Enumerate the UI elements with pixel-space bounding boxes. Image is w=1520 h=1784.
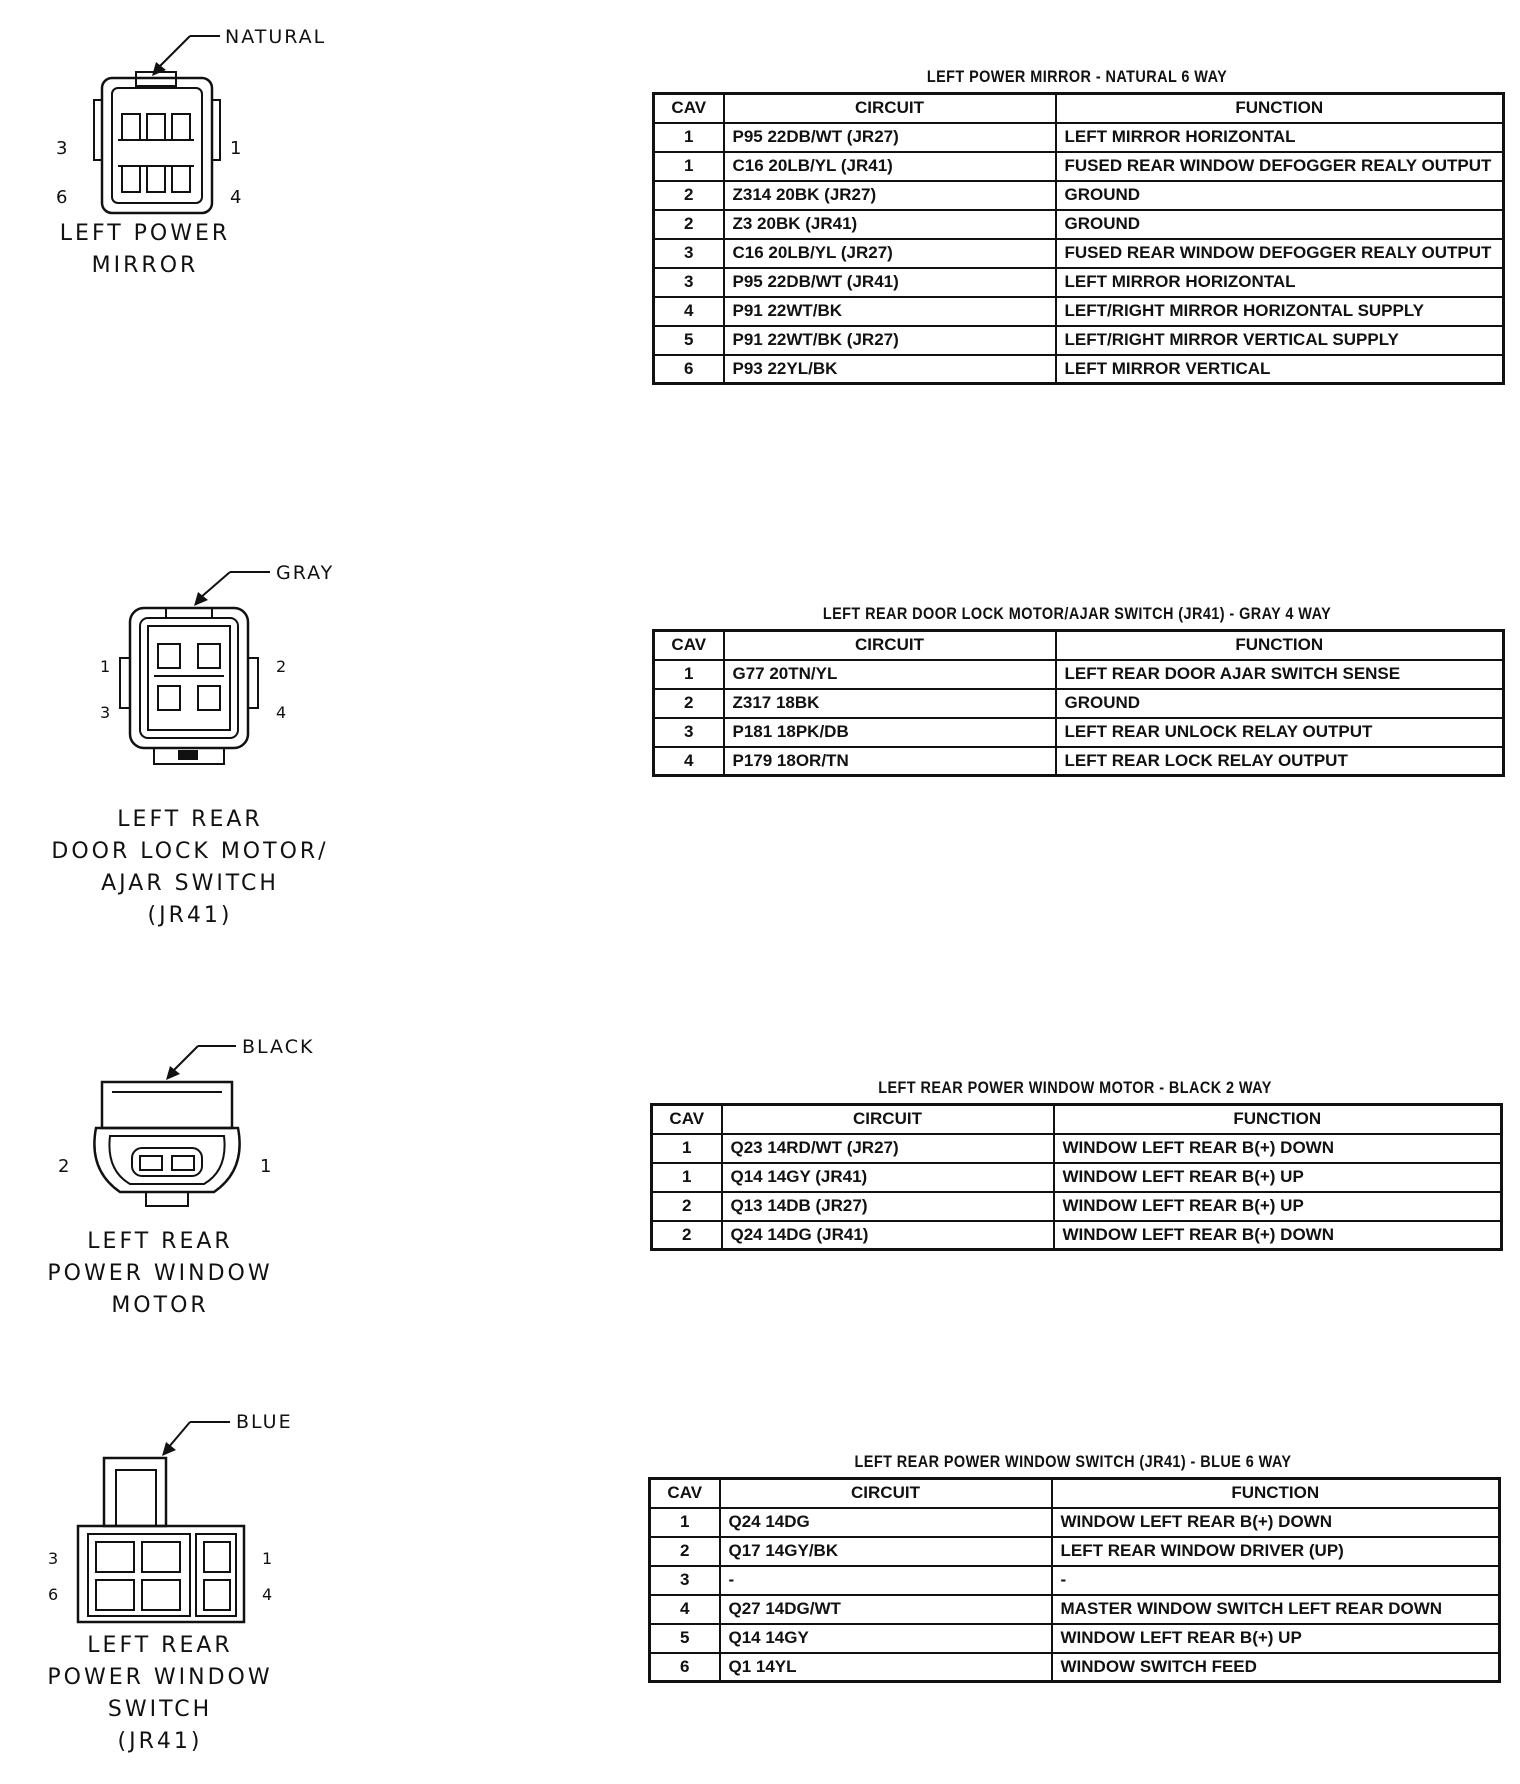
table-header-row (652, 1105, 1502, 1134)
pin-label: 6 (56, 187, 68, 208)
cell-cav: 1 (650, 1508, 720, 1537)
header-function: FUNCTION (1054, 1105, 1502, 1134)
window-switch-connector-drawing (40, 1400, 320, 1640)
connector-diagram-left-power-mirror (40, 20, 340, 220)
table-body (652, 1134, 1502, 1250)
cell-circuit: C16 20LB/YL (JR27) (724, 239, 1056, 268)
cell-function: GROUND (1056, 689, 1504, 718)
table-row (654, 660, 1504, 689)
cell-circuit: P93 22YL/BK (724, 355, 1056, 384)
cell-cav: 1 (654, 152, 724, 181)
table-row (654, 181, 1504, 210)
pin-label: 1 (260, 1156, 272, 1177)
cell-function: LEFT/RIGHT MIRROR HORIZONTAL SUPPLY (1056, 297, 1504, 326)
pin-label: 2 (58, 1156, 70, 1177)
cell-circuit: Q14 14GY (720, 1624, 1052, 1653)
table-row (654, 210, 1504, 239)
table-header-row (654, 631, 1504, 660)
cell-function: FUSED REAR WINDOW DEFOGGER REALY OUTPUT (1056, 239, 1504, 268)
table-row (654, 326, 1504, 355)
cell-function: FUSED REAR WINDOW DEFOGGER REALY OUTPUT (1056, 152, 1504, 181)
cell-circuit: C16 20LB/YL (JR41) (724, 152, 1056, 181)
cell-cav: 1 (652, 1163, 722, 1192)
pinout-table (648, 1477, 1501, 1683)
table-header-row (654, 94, 1504, 123)
cell-circuit: Q13 14DB (JR27) (722, 1192, 1054, 1221)
pin-label: 2 (276, 657, 287, 676)
cell-circuit: P95 22DB/WT (JR27) (724, 123, 1056, 152)
cell-circuit: Z317 18BK (724, 689, 1056, 718)
cell-cav: 1 (654, 123, 724, 152)
cell-function: - (1052, 1566, 1500, 1595)
header-circuit: CIRCUIT (724, 94, 1056, 123)
cell-function: WINDOW LEFT REAR B(+) DOWN (1054, 1134, 1502, 1163)
cell-circuit: Q24 14DG (720, 1508, 1052, 1537)
table-row (654, 718, 1504, 747)
pin-label: 6 (48, 1585, 59, 1604)
cell-function: LEFT REAR UNLOCK RELAY OUTPUT (1056, 718, 1504, 747)
pinout-table (650, 1103, 1503, 1251)
table-title: LEFT REAR DOOR LOCK MOTOR/AJAR SWITCH (JR41) - GRAY 4 WAY (822, 604, 1332, 623)
table-row (652, 1192, 1502, 1221)
table-title: LEFT POWER MIRROR - NATURAL 6 WAY (926, 67, 1228, 86)
cell-cav: 2 (654, 689, 724, 718)
table-title: LEFT REAR POWER WINDOW MOTOR - BLACK 2 WAY (878, 1078, 1272, 1097)
pinout-table-left-power-mirror (652, 67, 1502, 385)
cell-circuit: Q24 14DG (JR41) (722, 1221, 1054, 1250)
header-circuit: CIRCUIT (722, 1105, 1054, 1134)
table-body (650, 1508, 1500, 1682)
pin-label: 4 (230, 187, 242, 208)
cell-circuit: Z3 20BK (JR41) (724, 210, 1056, 239)
cell-function: WINDOW LEFT REAR B(+) DOWN (1052, 1508, 1500, 1537)
cell-cav: 5 (654, 326, 724, 355)
connector-diagram-door-lock (80, 560, 335, 800)
table-row (652, 1163, 1502, 1192)
cell-function: WINDOW LEFT REAR B(+) UP (1054, 1163, 1502, 1192)
cell-function: LEFT MIRROR HORIZONTAL (1056, 123, 1504, 152)
cell-function: WINDOW LEFT REAR B(+) DOWN (1054, 1221, 1502, 1250)
pin-label: 1 (100, 657, 111, 676)
cell-cav: 3 (654, 239, 724, 268)
header-cav: CAV (654, 94, 724, 123)
header-circuit: CIRCUIT (724, 631, 1056, 660)
color-tag-black: BLACK (242, 1036, 315, 1058)
cell-cav: 3 (650, 1566, 720, 1595)
header-cav: CAV (650, 1479, 720, 1508)
cell-circuit: Q17 14GY/BK (720, 1537, 1052, 1566)
table-row (654, 268, 1504, 297)
cell-circuit: P95 22DB/WT (JR41) (724, 268, 1056, 297)
connector-diagram-window-motor (50, 1030, 330, 1230)
header-cav: CAV (652, 1105, 722, 1134)
cell-function: GROUND (1056, 210, 1504, 239)
cell-function: LEFT REAR WINDOW DRIVER (UP) (1052, 1537, 1500, 1566)
cell-cav: 2 (654, 181, 724, 210)
table-body (654, 123, 1504, 384)
cell-cav: 4 (650, 1595, 720, 1624)
pin-label: 3 (100, 703, 111, 722)
cell-cav: 6 (654, 355, 724, 384)
pinout-table-door-lock (652, 604, 1502, 777)
connector-name-left-power-mirror: LEFT POWER MIRROR (59, 221, 231, 278)
cell-cav: 4 (654, 747, 724, 776)
table-row (650, 1595, 1500, 1624)
cell-circuit: Q14 14GY (JR41) (722, 1163, 1054, 1192)
cell-cav: 2 (652, 1192, 722, 1221)
table-row (650, 1537, 1500, 1566)
pin-label: 1 (230, 138, 242, 159)
cell-cav: 2 (650, 1537, 720, 1566)
cell-circuit: - (720, 1566, 1052, 1595)
connector-name-window-motor: LEFT REAR POWER WINDOW MOTOR (47, 1229, 273, 1318)
header-function: FUNCTION (1056, 631, 1504, 660)
table-row (654, 355, 1504, 384)
table-row (654, 152, 1504, 181)
color-tag-natural: NATURAL (225, 26, 327, 48)
table-row (654, 123, 1504, 152)
cell-function: LEFT/RIGHT MIRROR VERTICAL SUPPLY (1056, 326, 1504, 355)
cell-function: MASTER WINDOW SWITCH LEFT REAR DOWN (1052, 1595, 1500, 1624)
window-motor-connector-drawing (50, 1030, 330, 1230)
cell-cav: 2 (652, 1221, 722, 1250)
cell-circuit: P91 22WT/BK (724, 297, 1056, 326)
cell-circuit: Q23 14RD/WT (JR27) (722, 1134, 1054, 1163)
table-row (654, 747, 1504, 776)
cell-function: LEFT REAR DOOR AJAR SWITCH SENSE (1056, 660, 1504, 689)
cell-circuit: P91 22WT/BK (JR27) (724, 326, 1056, 355)
table-row (652, 1134, 1502, 1163)
pin-label: 4 (276, 703, 287, 722)
table-row (650, 1653, 1500, 1682)
cell-function: WINDOW LEFT REAR B(+) UP (1054, 1192, 1502, 1221)
table-body (654, 660, 1504, 776)
cell-circuit: Q1 14YL (720, 1653, 1052, 1682)
cell-function: WINDOW SWITCH FEED (1052, 1653, 1500, 1682)
pinout-table (652, 629, 1505, 777)
table-row (650, 1508, 1500, 1537)
connector-name-window-switch: LEFT REAR POWER WINDOW SWITCH (JR41) (47, 1633, 273, 1754)
pin-label: 3 (48, 1549, 59, 1568)
color-tag-gray: GRAY (276, 562, 335, 584)
connector-diagram-window-switch (40, 1400, 320, 1640)
table-row (650, 1624, 1500, 1653)
pin-label: 1 (262, 1549, 273, 1568)
cell-circuit: Z314 20BK (JR27) (724, 181, 1056, 210)
cell-circuit: G77 20TN/YL (724, 660, 1056, 689)
cell-circuit: P179 18OR/TN (724, 747, 1056, 776)
cell-circuit: Q27 14DG/WT (720, 1595, 1052, 1624)
cell-function: LEFT MIRROR VERTICAL (1056, 355, 1504, 384)
cell-cav: 3 (654, 268, 724, 297)
table-row (652, 1221, 1502, 1250)
cell-cav: 5 (650, 1624, 720, 1653)
cell-cav: 3 (654, 718, 724, 747)
header-function: FUNCTION (1056, 94, 1504, 123)
table-row (654, 689, 1504, 718)
cell-cav: 1 (654, 660, 724, 689)
cell-cav: 2 (654, 210, 724, 239)
cell-cav: 1 (652, 1134, 722, 1163)
pinout-table-window-motor (650, 1078, 1500, 1251)
table-row (650, 1566, 1500, 1595)
pinout-table-window-switch (648, 1452, 1498, 1683)
color-tag-blue: BLUE (236, 1411, 293, 1433)
pin-label: 3 (56, 138, 68, 159)
cell-function: GROUND (1056, 181, 1504, 210)
cell-function: WINDOW LEFT REAR B(+) UP (1052, 1624, 1500, 1653)
cell-function: LEFT MIRROR HORIZONTAL (1056, 268, 1504, 297)
cell-cav: 6 (650, 1653, 720, 1682)
mirror-connector-drawing (40, 20, 340, 220)
pin-label: 4 (262, 1585, 273, 1604)
connector-name-door-lock: LEFT REAR DOOR LOCK MOTOR/ AJAR SWITCH (JR41) (51, 807, 329, 928)
door-lock-connector-drawing (80, 560, 335, 800)
header-circuit: CIRCUIT (720, 1479, 1052, 1508)
pinout-table (652, 92, 1505, 385)
table-title: LEFT REAR POWER WINDOW SWITCH (JR41) - BLUE 6 WAY (854, 1452, 1292, 1471)
table-row (654, 297, 1504, 326)
header-cav: CAV (654, 631, 724, 660)
cell-cav: 4 (654, 297, 724, 326)
cell-function: LEFT REAR LOCK RELAY OUTPUT (1056, 747, 1504, 776)
table-header-row (650, 1479, 1500, 1508)
header-function: FUNCTION (1052, 1479, 1500, 1508)
table-row (654, 239, 1504, 268)
cell-circuit: P181 18PK/DB (724, 718, 1056, 747)
